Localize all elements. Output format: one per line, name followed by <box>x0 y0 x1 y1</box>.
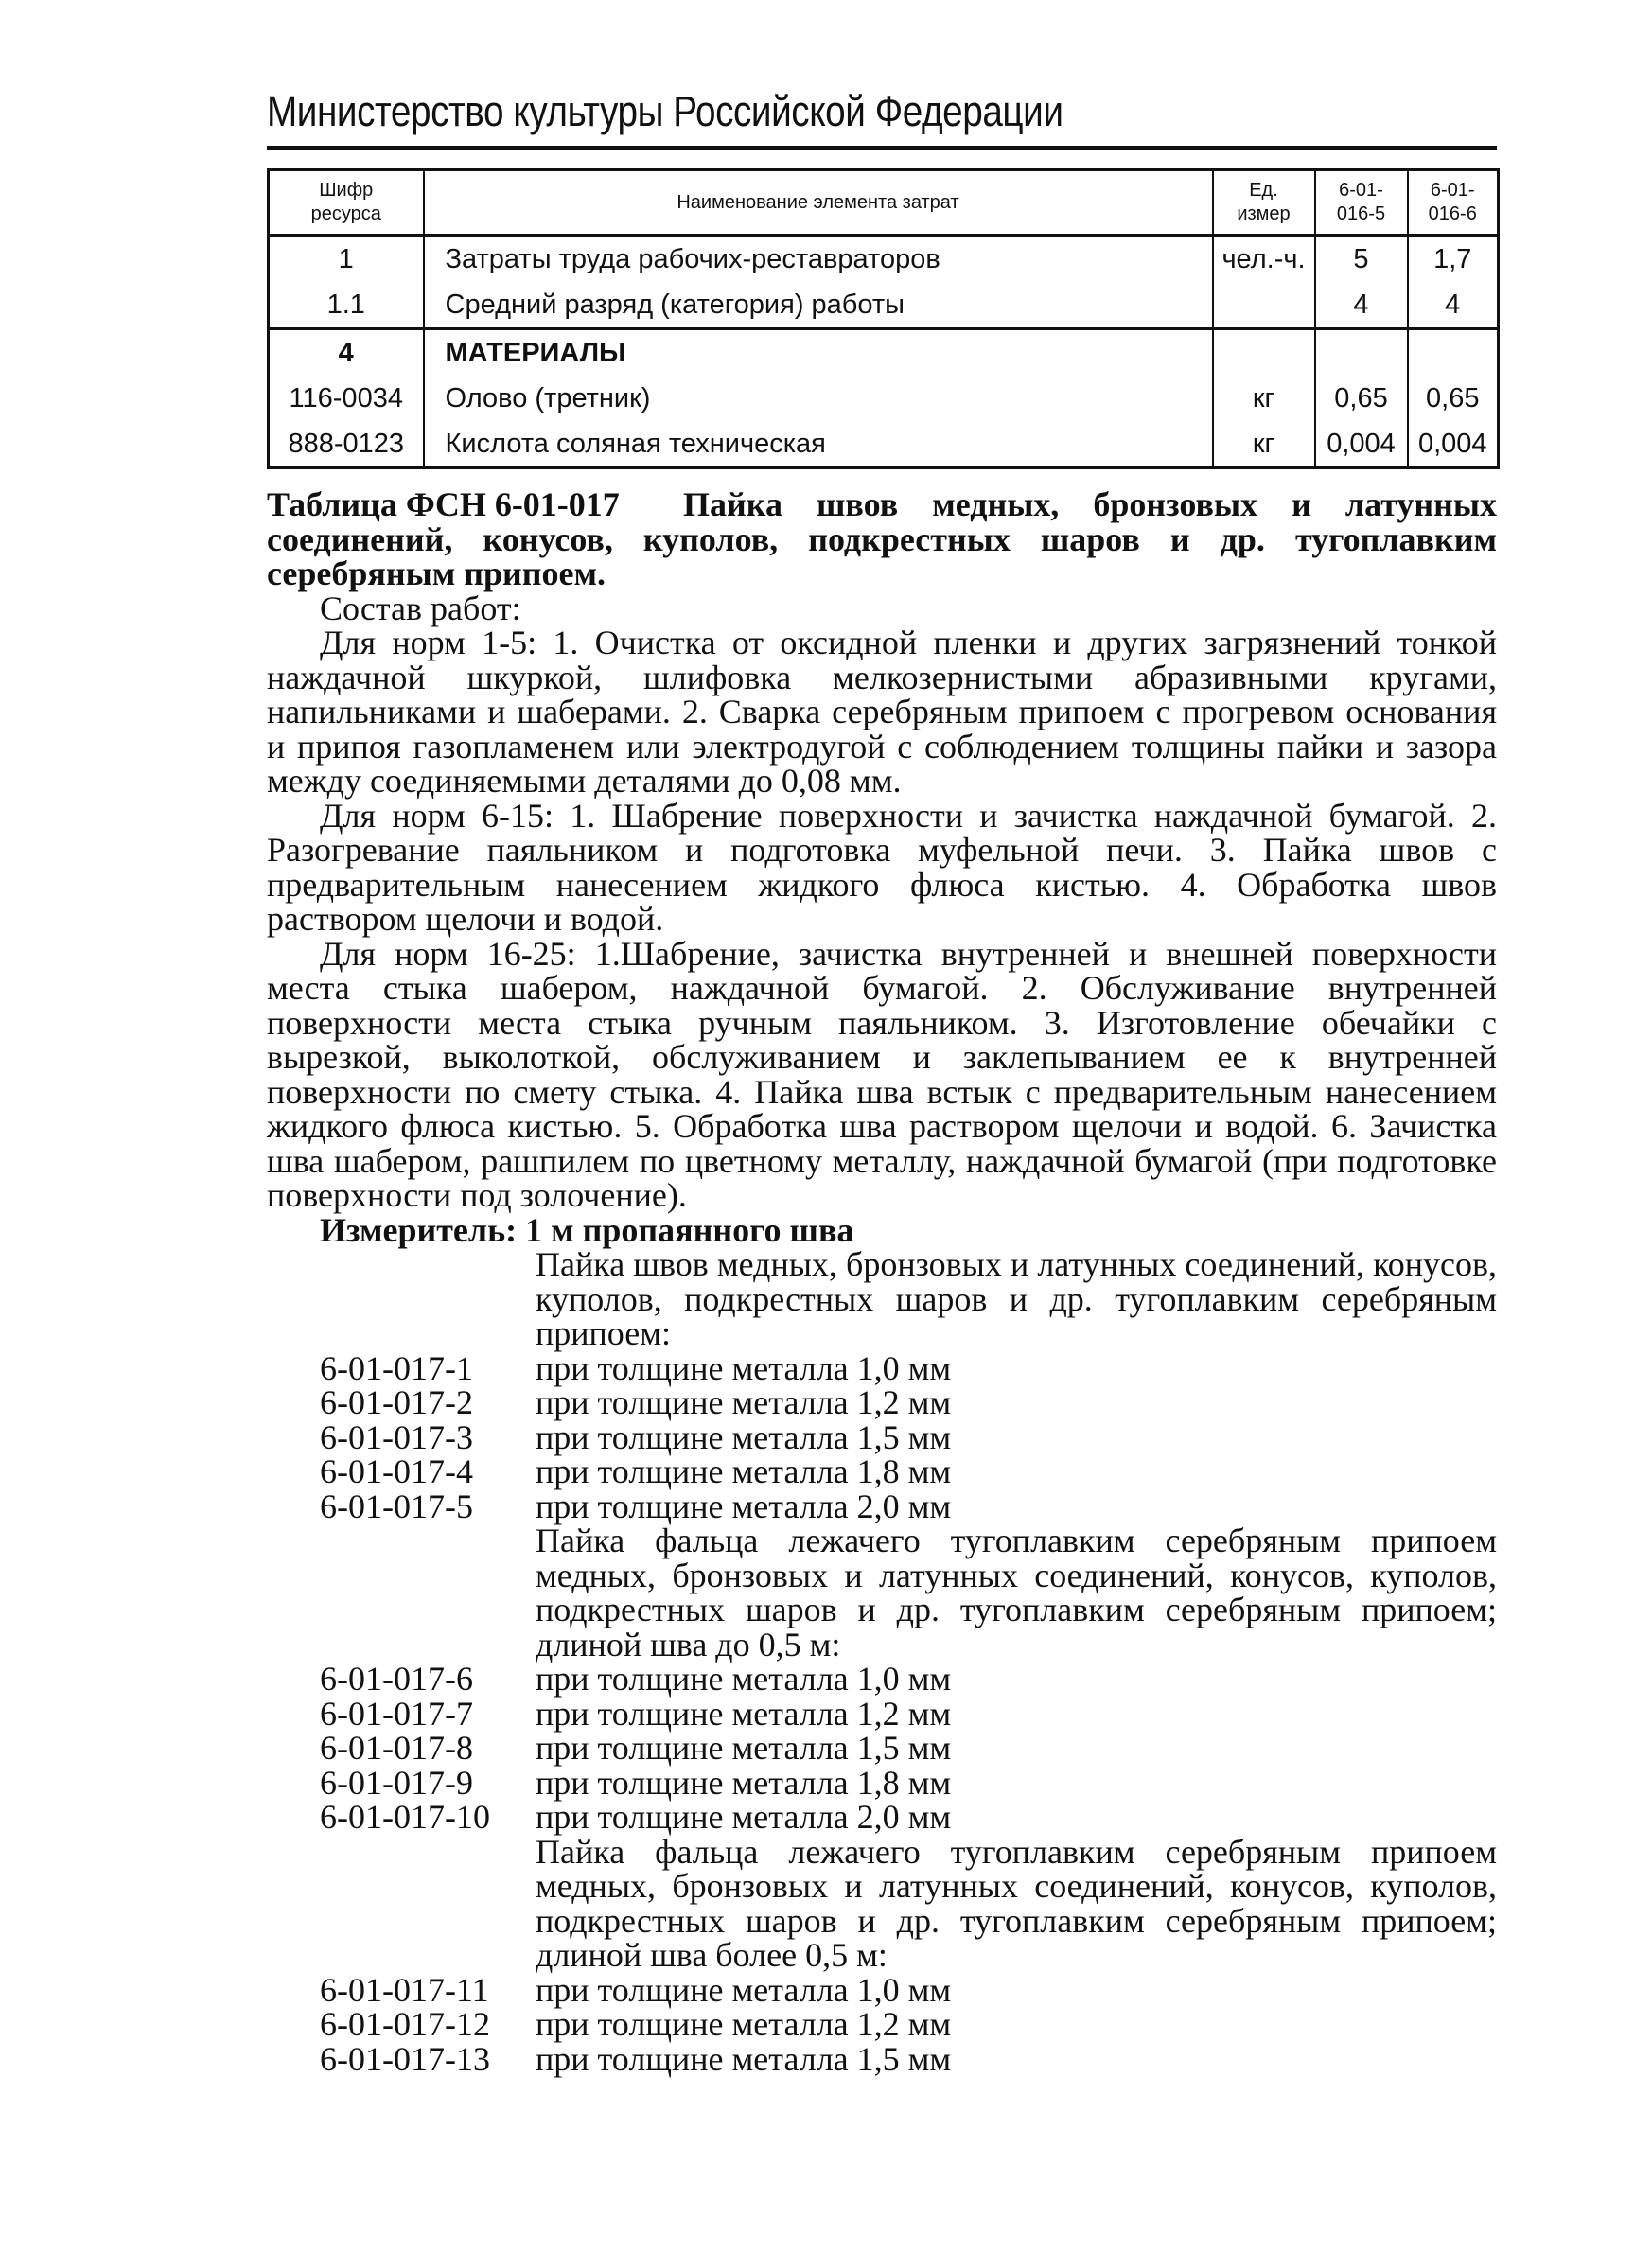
cell-name: Олово (третник) <box>424 376 1213 421</box>
work-paragraph: Для норм 1-5: 1. Очистка от оксидной пленки и других загрязнений тонкой наждачной шкуркой, шлифовка мелкозернистыми абразивными кругами, напильниками и шаберами. 2. Сварка серебряным припоем с прогревом основания и припоя газопламенем или электродугой с соблюдением толщины пайки и зазора между соединяемыми деталями до 0,08 мм. <box>267 624 1497 800</box>
table-title <box>267 487 1497 591</box>
header-unit-line: измер <box>1237 203 1291 224</box>
table-title-text: Пайка швов медных, бронзовых и латунных соединений, конусов, куполов, подкрестных шаров и др. тугоплавким серебряным припоем. <box>267 485 1497 592</box>
cell-name: Средний разряд (категория) работы <box>424 282 1213 329</box>
norm-text: при толщине металла 1,2 мм <box>536 2005 952 2043</box>
table-section-row <box>269 329 1499 377</box>
cell-unit: кг <box>1213 376 1315 421</box>
cell-code: 4 <box>269 329 424 377</box>
norm-text: при толщине металла 1,0 мм <box>536 1970 952 2009</box>
header-code-line: ресурса <box>310 203 381 224</box>
norm-item <box>267 1417 1497 1456</box>
norm-text: при толщине металла 1,2 мм <box>536 1694 952 1733</box>
cell-code: 1 <box>269 236 424 283</box>
norm-code: 6-01-017-10 <box>320 1798 490 1836</box>
norm-text: при толщине металла 1,2 мм <box>536 1383 952 1421</box>
header-code-line: Шифр <box>319 180 374 201</box>
norm-group-description: Пайка фальца лежачего тугоплавким серебряным припоем медных, бронзовых и латунных соединений, конусов, куполов, подкрестных шаров и др. тугоплавким серебряным припоем; длиной шва до 0,5 м: <box>536 1522 1497 1663</box>
norm-text: при толщине металла 1,5 мм <box>536 2039 952 2078</box>
norm-text: при толщине металла 1,0 мм <box>536 1660 952 1698</box>
norm-text: при толщине металла 1,0 мм <box>536 1348 952 1387</box>
norm-item <box>267 2007 1497 2042</box>
cell-value: 4 <box>1315 282 1408 329</box>
norm-item <box>267 1454 1497 1489</box>
work-paragraph: Для норм 6-15: 1. Шабрение поверхности и зачистка наждачной бумагой. 2. Разогревание паяльником и подготовка муфельной печи. 3. Пайка швов с предварительным нанесением жидкого флюса кистью. 4. Обработка швов раствором щелочи и водой. <box>267 796 1497 938</box>
norm-code: 6-01-017-1 <box>320 1348 473 1387</box>
norm-code: 6-01-017-12 <box>320 2005 490 2043</box>
norm-item <box>267 1348 1497 1387</box>
work-paragraph: Для норм 16-25: 1.Шабрение, зачистка внутренней и внешней поверхности места стыка шабером, наждачной бумагой. 2. Обслуживание внутренней поверхности места стыка ручным паяльником. 3. Изготовление обечайки с вырезкой, выколоткой, обслуживанием и заклепыванием ее к внутренней поверхности по смету стыка. 4. Пайка шва встык с предварительным нанесением жидкого флюса кистью. 5. Обработка шва раствором щелочи и водой. 6. Зачистка шва шабером, рашпилем по цветному металлу, наждачной бумагой (при подготовке поверхности под золочение). <box>267 934 1497 1214</box>
table-header-row <box>269 170 1499 236</box>
norm-code: 6-01-017-8 <box>320 1729 473 1767</box>
norm-item <box>267 1489 1497 1524</box>
norm-item <box>267 1763 1497 1802</box>
header-col2-line: 016-6 <box>1428 203 1477 224</box>
table-number: Таблица ФСН 6-01-017 <box>267 485 620 523</box>
cell-value: 0,65 <box>1315 376 1408 421</box>
header-col2-line: 6-01- <box>1430 180 1475 201</box>
norm-text: при толщине металла 1,5 мм <box>536 1729 952 1767</box>
norm-text: при толщине металла 1,8 мм <box>536 1452 952 1490</box>
cell-unit: чел.-ч. <box>1213 236 1315 283</box>
norm-text: при толщине металла 1,8 мм <box>536 1763 952 1802</box>
norm-item <box>267 1662 1497 1697</box>
table-row <box>269 282 1499 329</box>
cell-name: Кислота соляная техническая <box>424 421 1213 468</box>
cell-value: 4 <box>1408 282 1499 329</box>
norm-item <box>267 1694 1497 1733</box>
cell-code: 1.1 <box>269 282 424 329</box>
norm-code: 6-01-017-2 <box>320 1383 473 1421</box>
norm-code: 6-01-017-5 <box>320 1487 473 1525</box>
norm-group-description: Пайка швов медных, бронзовых и латунных соединений, конусов, куполов, подкрестных шаров и др. тугоплавким серебряным припоем: <box>536 1245 1497 1352</box>
norm-code: 6-01-017-11 <box>320 1970 489 2009</box>
norm-item <box>267 2039 1497 2078</box>
norm-text: при толщине металла 2,0 мм <box>536 1798 952 1836</box>
work-composition-label: Состав работ: <box>320 589 521 627</box>
resource-table <box>267 168 1500 469</box>
norm-group-description: Пайка фальца лежачего тугоплавким серебряным припоем медных, бронзовых и латунных соединений, конусов, куполов, подкрестных шаров и др. тугоплавким серебряным припоем; длиной шва более 0,5 м: <box>536 1832 1497 1974</box>
header-rule <box>267 146 1497 150</box>
header-col1 <box>1315 170 1408 236</box>
cell-value: 5 <box>1315 236 1408 283</box>
cell-unit <box>1213 329 1315 377</box>
header-col1-line: 6-01- <box>1339 180 1383 201</box>
header-unit-line: Ед. <box>1249 180 1278 201</box>
cell-name: Затраты труда рабочих-реставраторов <box>424 236 1213 283</box>
measure-unit: Измеритель: 1 м пропаянного шва <box>320 1210 854 1249</box>
norm-item <box>267 1731 1497 1766</box>
cell-name: МАТЕРИАЛЫ <box>424 329 1213 377</box>
header-unit <box>1213 170 1315 236</box>
table-row <box>269 376 1499 421</box>
cell-value: 0,65 <box>1408 376 1499 421</box>
norm-code: 6-01-017-6 <box>320 1660 473 1698</box>
norm-text: при толщине металла 1,5 мм <box>536 1417 952 1456</box>
norm-item <box>267 1800 1497 1835</box>
cell-code: 888-0123 <box>269 421 424 468</box>
header-col1-line: 016-5 <box>1336 203 1386 224</box>
table-row <box>269 236 1499 283</box>
norm-item <box>267 1970 1497 2009</box>
page-header: Министерство культуры Российской Федерации <box>267 87 1063 135</box>
cell-value: 0,004 <box>1408 421 1499 468</box>
cell-value: 1,7 <box>1408 236 1499 283</box>
cell-code: 116-0034 <box>269 376 424 421</box>
table-row <box>269 421 1499 468</box>
cell-value: 0,004 <box>1315 421 1408 468</box>
header-col2 <box>1408 170 1499 236</box>
norm-code: 6-01-017-13 <box>320 2039 490 2078</box>
norm-text: при толщине металла 2,0 мм <box>536 1487 952 1525</box>
norm-code: 6-01-017-9 <box>320 1763 473 1802</box>
norm-code: 6-01-017-3 <box>320 1417 473 1456</box>
cell-unit: кг <box>1213 421 1315 468</box>
norm-item <box>267 1385 1497 1420</box>
header-code <box>269 170 424 236</box>
cell-value <box>1315 329 1408 377</box>
norm-code: 6-01-017-7 <box>320 1694 473 1733</box>
document-body <box>267 487 1497 2076</box>
norm-code: 6-01-017-4 <box>320 1452 473 1490</box>
header-name: Наименование элемента затрат <box>424 170 1213 236</box>
cell-value <box>1408 329 1499 377</box>
cell-unit <box>1213 282 1315 329</box>
